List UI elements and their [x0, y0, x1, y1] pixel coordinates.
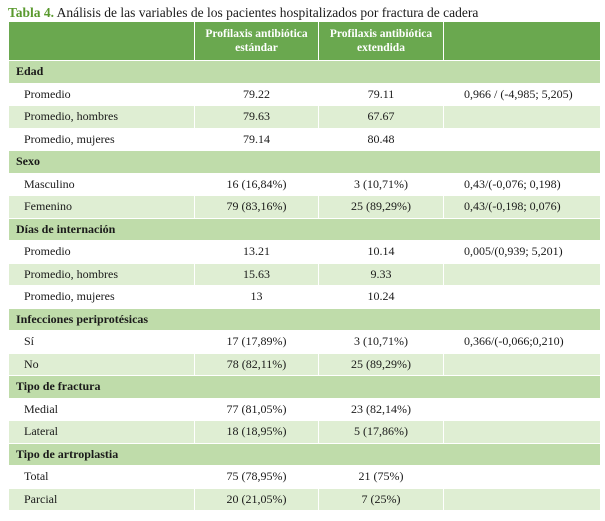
section-row [9, 308, 601, 331]
table-row [9, 286, 601, 309]
p-value: 0,966 / (-4,985; 5,205) [444, 83, 601, 106]
standard-value: 16 (16,84%) [195, 173, 319, 196]
extended-value: 67.67 [319, 106, 444, 129]
table-row [9, 331, 601, 354]
p-value [444, 466, 601, 489]
table-caption [8, 4, 478, 22]
table-row [9, 263, 601, 286]
patient-variables-table [8, 21, 601, 511]
extended-value: 5 (17,86%) [319, 421, 444, 444]
section-title: Tipo de artroplastia [9, 443, 601, 466]
p-value [444, 398, 601, 421]
row-label: Promedio [9, 83, 195, 106]
standard-value: 79 (83,16%) [195, 196, 319, 219]
standard-value: 18 (18,95%) [195, 421, 319, 444]
section-title: Sexo [9, 151, 601, 174]
section-row [9, 151, 601, 174]
row-label: Parcial [9, 488, 195, 511]
table-row [9, 196, 601, 219]
p-value: 0,43/(-0,198; 0,076) [444, 196, 601, 219]
section-title: Infecciones periprotésicas [9, 308, 601, 331]
standard-value: 75 (78,95%) [195, 466, 319, 489]
p-value: 0,366/(-0,066;0,210) [444, 331, 601, 354]
table-row [9, 106, 601, 129]
table-row [9, 421, 601, 444]
row-label: Promedio, mujeres [9, 286, 195, 309]
standard-value: 77 (81,05%) [195, 398, 319, 421]
section-row [9, 218, 601, 241]
table-body [9, 61, 601, 511]
section-row [9, 61, 601, 84]
table-row [9, 241, 601, 264]
extended-value: 10.24 [319, 286, 444, 309]
p-value [444, 353, 601, 376]
p-value: 0,43/(-0,076; 0,198) [444, 173, 601, 196]
header-row [9, 22, 601, 61]
header-standard [195, 22, 319, 61]
extended-value: 25 (89,29%) [319, 353, 444, 376]
table-row [9, 466, 601, 489]
table-row [9, 83, 601, 106]
extended-value: 79.11 [319, 83, 444, 106]
table-row [9, 128, 601, 151]
row-label: Femenino [9, 196, 195, 219]
standard-value: 79.14 [195, 128, 319, 151]
table-row [9, 353, 601, 376]
standard-value: 13 [195, 286, 319, 309]
table-row [9, 173, 601, 196]
section-row [9, 376, 601, 399]
header-standard-line1: Profilaxis antibiótica [205, 28, 308, 40]
table-number: Tabla 4. [8, 5, 55, 20]
row-label: Lateral [9, 421, 195, 444]
p-value [444, 263, 601, 286]
row-label: Masculino [9, 173, 195, 196]
row-label: Total [9, 466, 195, 489]
row-label: Medial [9, 398, 195, 421]
extended-value: 3 (10,71%) [319, 173, 444, 196]
standard-value: 79.22 [195, 83, 319, 106]
p-value: 0,005/(0,939; 5,201) [444, 241, 601, 264]
row-label: No [9, 353, 195, 376]
section-title: Tipo de fractura [9, 376, 601, 399]
standard-value: 20 (21,05%) [195, 488, 319, 511]
header-variable [9, 22, 195, 61]
extended-value: 23 (82,14%) [319, 398, 444, 421]
extended-value: 9.33 [319, 263, 444, 286]
extended-value: 21 (75%) [319, 466, 444, 489]
row-label: Promedio [9, 241, 195, 264]
header-extended [319, 22, 444, 61]
p-value [444, 286, 601, 309]
table-row [9, 488, 601, 511]
p-value [444, 488, 601, 511]
p-value [444, 106, 601, 129]
standard-value: 79.63 [195, 106, 319, 129]
header-extended-line1: Profilaxis antibiótica [329, 28, 433, 40]
header-standard-line2: estándar [235, 42, 278, 54]
standard-value: 13.21 [195, 241, 319, 264]
row-label: Promedio, mujeres [9, 128, 195, 151]
table-title: Análisis de las variables de los pacientes hospitalizados por fractura de cadera [56, 5, 479, 20]
extended-value: 3 (10,71%) [319, 331, 444, 354]
row-label: Promedio, hombres [9, 263, 195, 286]
standard-value: 15.63 [195, 263, 319, 286]
section-title: Días de internación [9, 218, 601, 241]
extended-value: 10.14 [319, 241, 444, 264]
extended-value: 7 (25%) [319, 488, 444, 511]
section-title: Edad [9, 61, 601, 84]
p-value [444, 128, 601, 151]
standard-value: 17 (17,89%) [195, 331, 319, 354]
row-label: Promedio, hombres [9, 106, 195, 129]
row-label: Sí [9, 331, 195, 354]
section-row [9, 443, 601, 466]
standard-value: 78 (82,11%) [195, 353, 319, 376]
extended-value: 25 (89,29%) [319, 196, 444, 219]
extended-value: 80.48 [319, 128, 444, 151]
header-pvalue [444, 22, 601, 61]
p-value [444, 421, 601, 444]
header-extended-line2: extendida [357, 42, 405, 54]
table-row [9, 398, 601, 421]
